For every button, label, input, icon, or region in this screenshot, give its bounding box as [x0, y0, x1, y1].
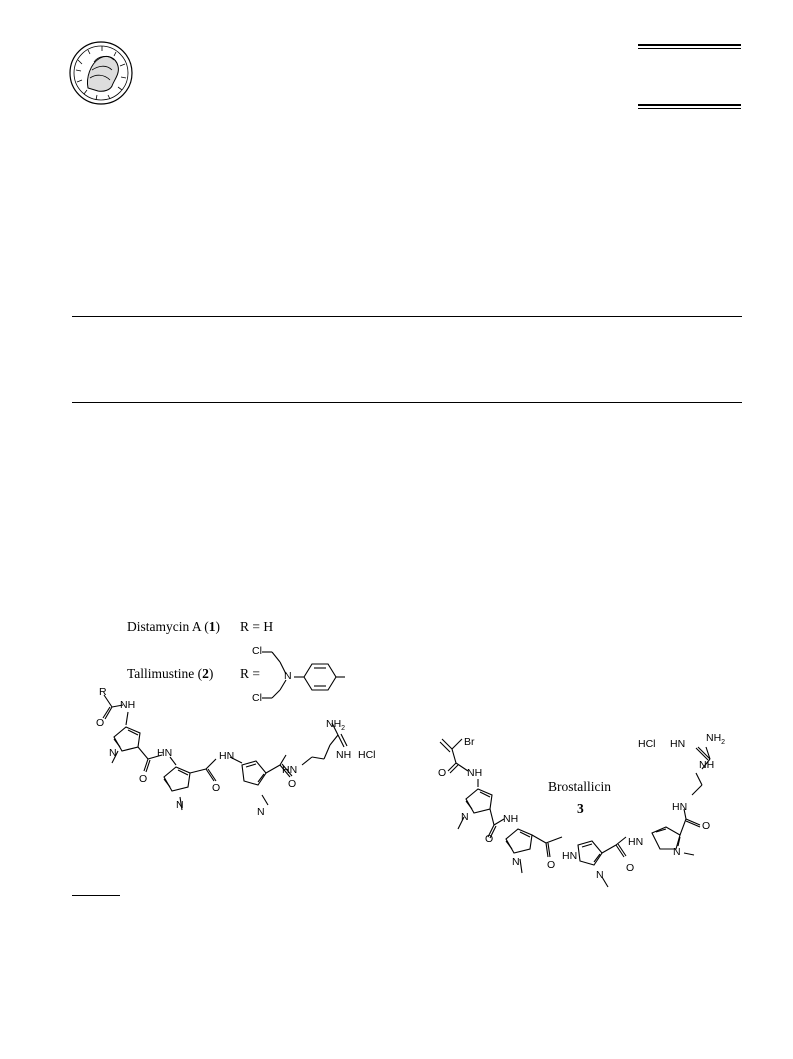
header-rule-bottom-1	[638, 104, 741, 106]
header-rule-bottom-2	[638, 108, 741, 109]
atom-n-b-ring-2: N	[512, 856, 520, 868]
atom-nh-b1: NH	[467, 767, 483, 779]
brostallicin-number: 3	[577, 801, 584, 816]
atom-cl-bottom: Cl	[252, 692, 262, 704]
abstract-rule-top	[72, 316, 742, 317]
distamycin-label: Distamycin A (1)	[127, 619, 220, 634]
atom-n-ring-2: N	[176, 799, 184, 811]
atom-hn-b3: HN	[562, 850, 578, 862]
footnote-rule	[72, 895, 120, 896]
atom-n-ring-1: N	[109, 747, 117, 759]
salt-hcl-2: HCl	[638, 738, 656, 750]
atom-nh-b2: NH	[503, 813, 519, 825]
tallimustine-r-group: R =	[240, 666, 260, 681]
atom-o-b2: O	[485, 833, 494, 845]
publisher-logo	[68, 40, 138, 110]
atom-hn-3: HN	[219, 750, 235, 762]
atom-n-b-ring-4: N	[673, 846, 681, 858]
atom-hn-b5: HN	[672, 801, 688, 813]
abstract-rule-bottom	[72, 402, 742, 403]
atom-nh-1: NH	[120, 699, 136, 711]
distamycin-r-group: R = H	[240, 619, 274, 634]
header-rule-top-2	[638, 48, 741, 49]
atom-o-2: O	[139, 773, 148, 785]
salt-hcl-1: HCl	[358, 749, 376, 761]
atom-r: R	[99, 686, 107, 698]
atom-o-b1: O	[438, 767, 447, 779]
atom-n-mustard: N	[284, 670, 292, 682]
atom-hn-4: HN	[282, 764, 298, 776]
tallimustine-label: Tallimustine (2)	[127, 666, 214, 681]
atom-o-b3: O	[547, 859, 556, 871]
atom-nh2-guanidine: $NH_2$	[706, 732, 726, 747]
atom-o-1: O	[96, 717, 105, 729]
brostallicin-label: Brostallicin	[548, 779, 611, 794]
atom-o-b4: O	[626, 862, 635, 874]
atom-nh-b6: NH	[699, 759, 715, 771]
atom-o-b5: O	[702, 820, 711, 832]
atom-nh-amidine: NH	[336, 749, 352, 761]
atom-cl-top: Cl	[252, 645, 262, 657]
atom-n-b-ring-3: N	[596, 869, 604, 881]
atom-hn-2: HN	[157, 747, 173, 759]
atom-o-4: O	[288, 778, 297, 790]
atom-n-b-ring-1: N	[461, 811, 469, 823]
atom-n-ring-3: N	[257, 806, 265, 818]
header-rule-top-1	[638, 44, 741, 46]
atom-nh2-amidine: $NH_2$	[326, 718, 346, 733]
atom-hn-guanidine: HN	[670, 738, 686, 750]
atom-hn-b4: HN	[628, 836, 644, 848]
atom-o-3: O	[212, 782, 221, 794]
atom-br: Br	[464, 736, 475, 748]
